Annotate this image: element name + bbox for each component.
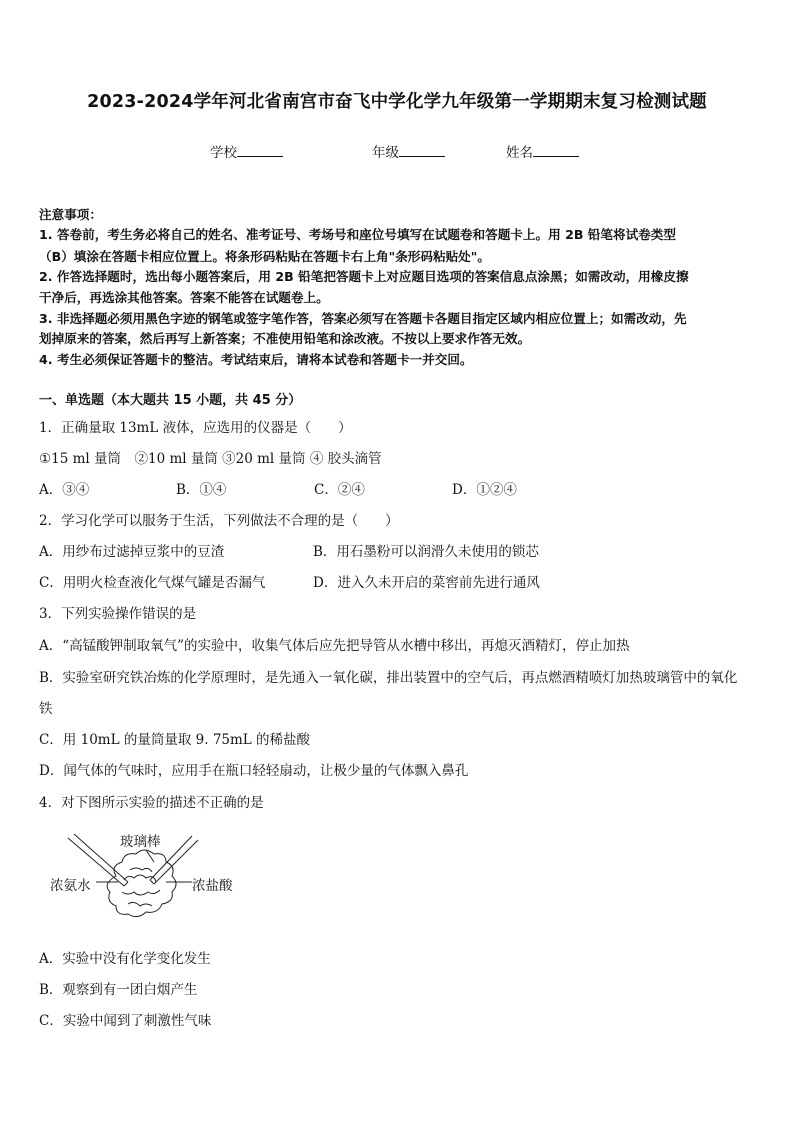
q1-option-a[interactable]: A．③④ [39, 482, 90, 498]
notice-line: 2. 作答选择题时，选出每小题答案后，用 2B 铅笔把答题卡上对应题目选项的答案信息点涂黑；如需改动，用橡皮擦 [39, 269, 689, 284]
q2-option-d[interactable]: D．进入久未开启的菜窖前先进行通风 [313, 575, 540, 591]
figure-label-glass-rod: 玻璃棒 [120, 834, 161, 850]
q4-option-c[interactable]: C．实验中闻到了刺激性气味 [39, 1013, 212, 1029]
name-label: 姓名 [506, 145, 533, 161]
question-1-stem: 1．正确量取 13mL 液体，应选用的仪器是（ ） [39, 420, 352, 436]
q3-option-d[interactable]: D．闻气体的气味时，应用手在瓶口轻轻扇动，让极少量的气体飘入鼻孔 [39, 763, 469, 779]
notice-line: （B）填涂在答题卡相应位置上。将条形码粘贴在答题卡右上角"条形码粘贴处"。 [39, 249, 490, 264]
question-3-stem: 3．下列实验操作错误的是 [39, 606, 197, 622]
section-heading: 一、单选题（本大题共 15 小题，共 45 分） [39, 393, 302, 408]
q1-option-b[interactable]: B．①④ [176, 482, 227, 498]
q2-option-b[interactable]: B．用石墨粉可以润滑久未使用的锁芯 [313, 544, 539, 560]
q2-option-a[interactable]: A．用纱布过滤掉豆浆中的豆渣 [39, 544, 225, 560]
question-2-stem: 2．学习化学可以服务于生活，下列做法不合理的是（ ） [39, 513, 399, 529]
grade-blank[interactable] [399, 144, 445, 157]
q3-option-c[interactable]: C．用 10mL 的量筒量取 9. 75mL 的稀盐酸 [39, 732, 311, 748]
school-label: 学校 [210, 145, 237, 161]
grade-field [372, 141, 445, 161]
grade-label: 年级 [372, 145, 399, 161]
q3-option-b[interactable]: B．实验室研究铁冶炼的化学原理时，是先通入一氧化碳，排出装置中的空气后，再点燃酒精喷灯加热玻璃管中的氧化 [39, 670, 738, 686]
school-blank[interactable] [237, 144, 283, 157]
notice-line: 4. 考生必须保证答题卡的整洁。考试结束后，请将本试卷和答题卡一并交回。 [39, 352, 473, 367]
q3-option-b-cont: 铁 [39, 701, 53, 717]
notice-line: 干净后，再选涂其他答案。答案不能答在试题卷上。 [39, 290, 329, 305]
experiment-figure [46, 830, 246, 930]
q4-option-a[interactable]: A．实验中没有化学变化发生 [39, 951, 211, 967]
figure-label-ammonia: 浓氨水 [50, 878, 91, 894]
notice-line: 1. 答卷前，考生务必将自己的姓名、准考证号、考场号和座位号填写在试题卷和答题卡上。用 2B 铅笔将试卷类型 [39, 227, 676, 242]
notice-line: 划掉原来的答案，然后再写上新答案；不准使用铅笔和涂改液。不按以上要求作答无效。 [39, 331, 531, 346]
q1-option-c[interactable]: C．②④ [314, 482, 365, 498]
question-4-stem: 4．对下图所示实验的描述不正确的是 [39, 795, 264, 811]
question-1-items: ①15 ml 量筒 ②10 ml 量筒 ③20 ml 量筒 ④ 胶头滴管 [39, 451, 382, 467]
q2-option-c[interactable]: C．用明火检查液化气煤气罐是否漏气 [39, 575, 266, 591]
notice-heading: 注意事项： [39, 207, 102, 222]
figure-label-hydrochloric-acid: 浓盐酸 [192, 878, 233, 894]
q3-option-a[interactable]: A．“高锰酸钾制取氧气”的实验中，收集气体后应先把导管从水槽中移出，再熄灭酒精灯，停止加热 [39, 638, 630, 654]
name-field [506, 141, 579, 161]
q4-option-b[interactable]: B．观察到有一团白烟产生 [39, 982, 198, 998]
name-blank[interactable] [533, 144, 579, 157]
page-title: 2023-2024学年河北省南宫市奋飞中学化学九年级第一学期期末复习检测试题 [87, 92, 707, 112]
school-field [210, 141, 283, 161]
notice-line: 3. 非选择题必须用黑色字迹的钢笔或签字笔作答，答案必须写在答题卡各题目指定区域内相应位置上；如需改动，先 [39, 311, 687, 326]
q1-option-d[interactable]: D．①②④ [452, 482, 517, 498]
